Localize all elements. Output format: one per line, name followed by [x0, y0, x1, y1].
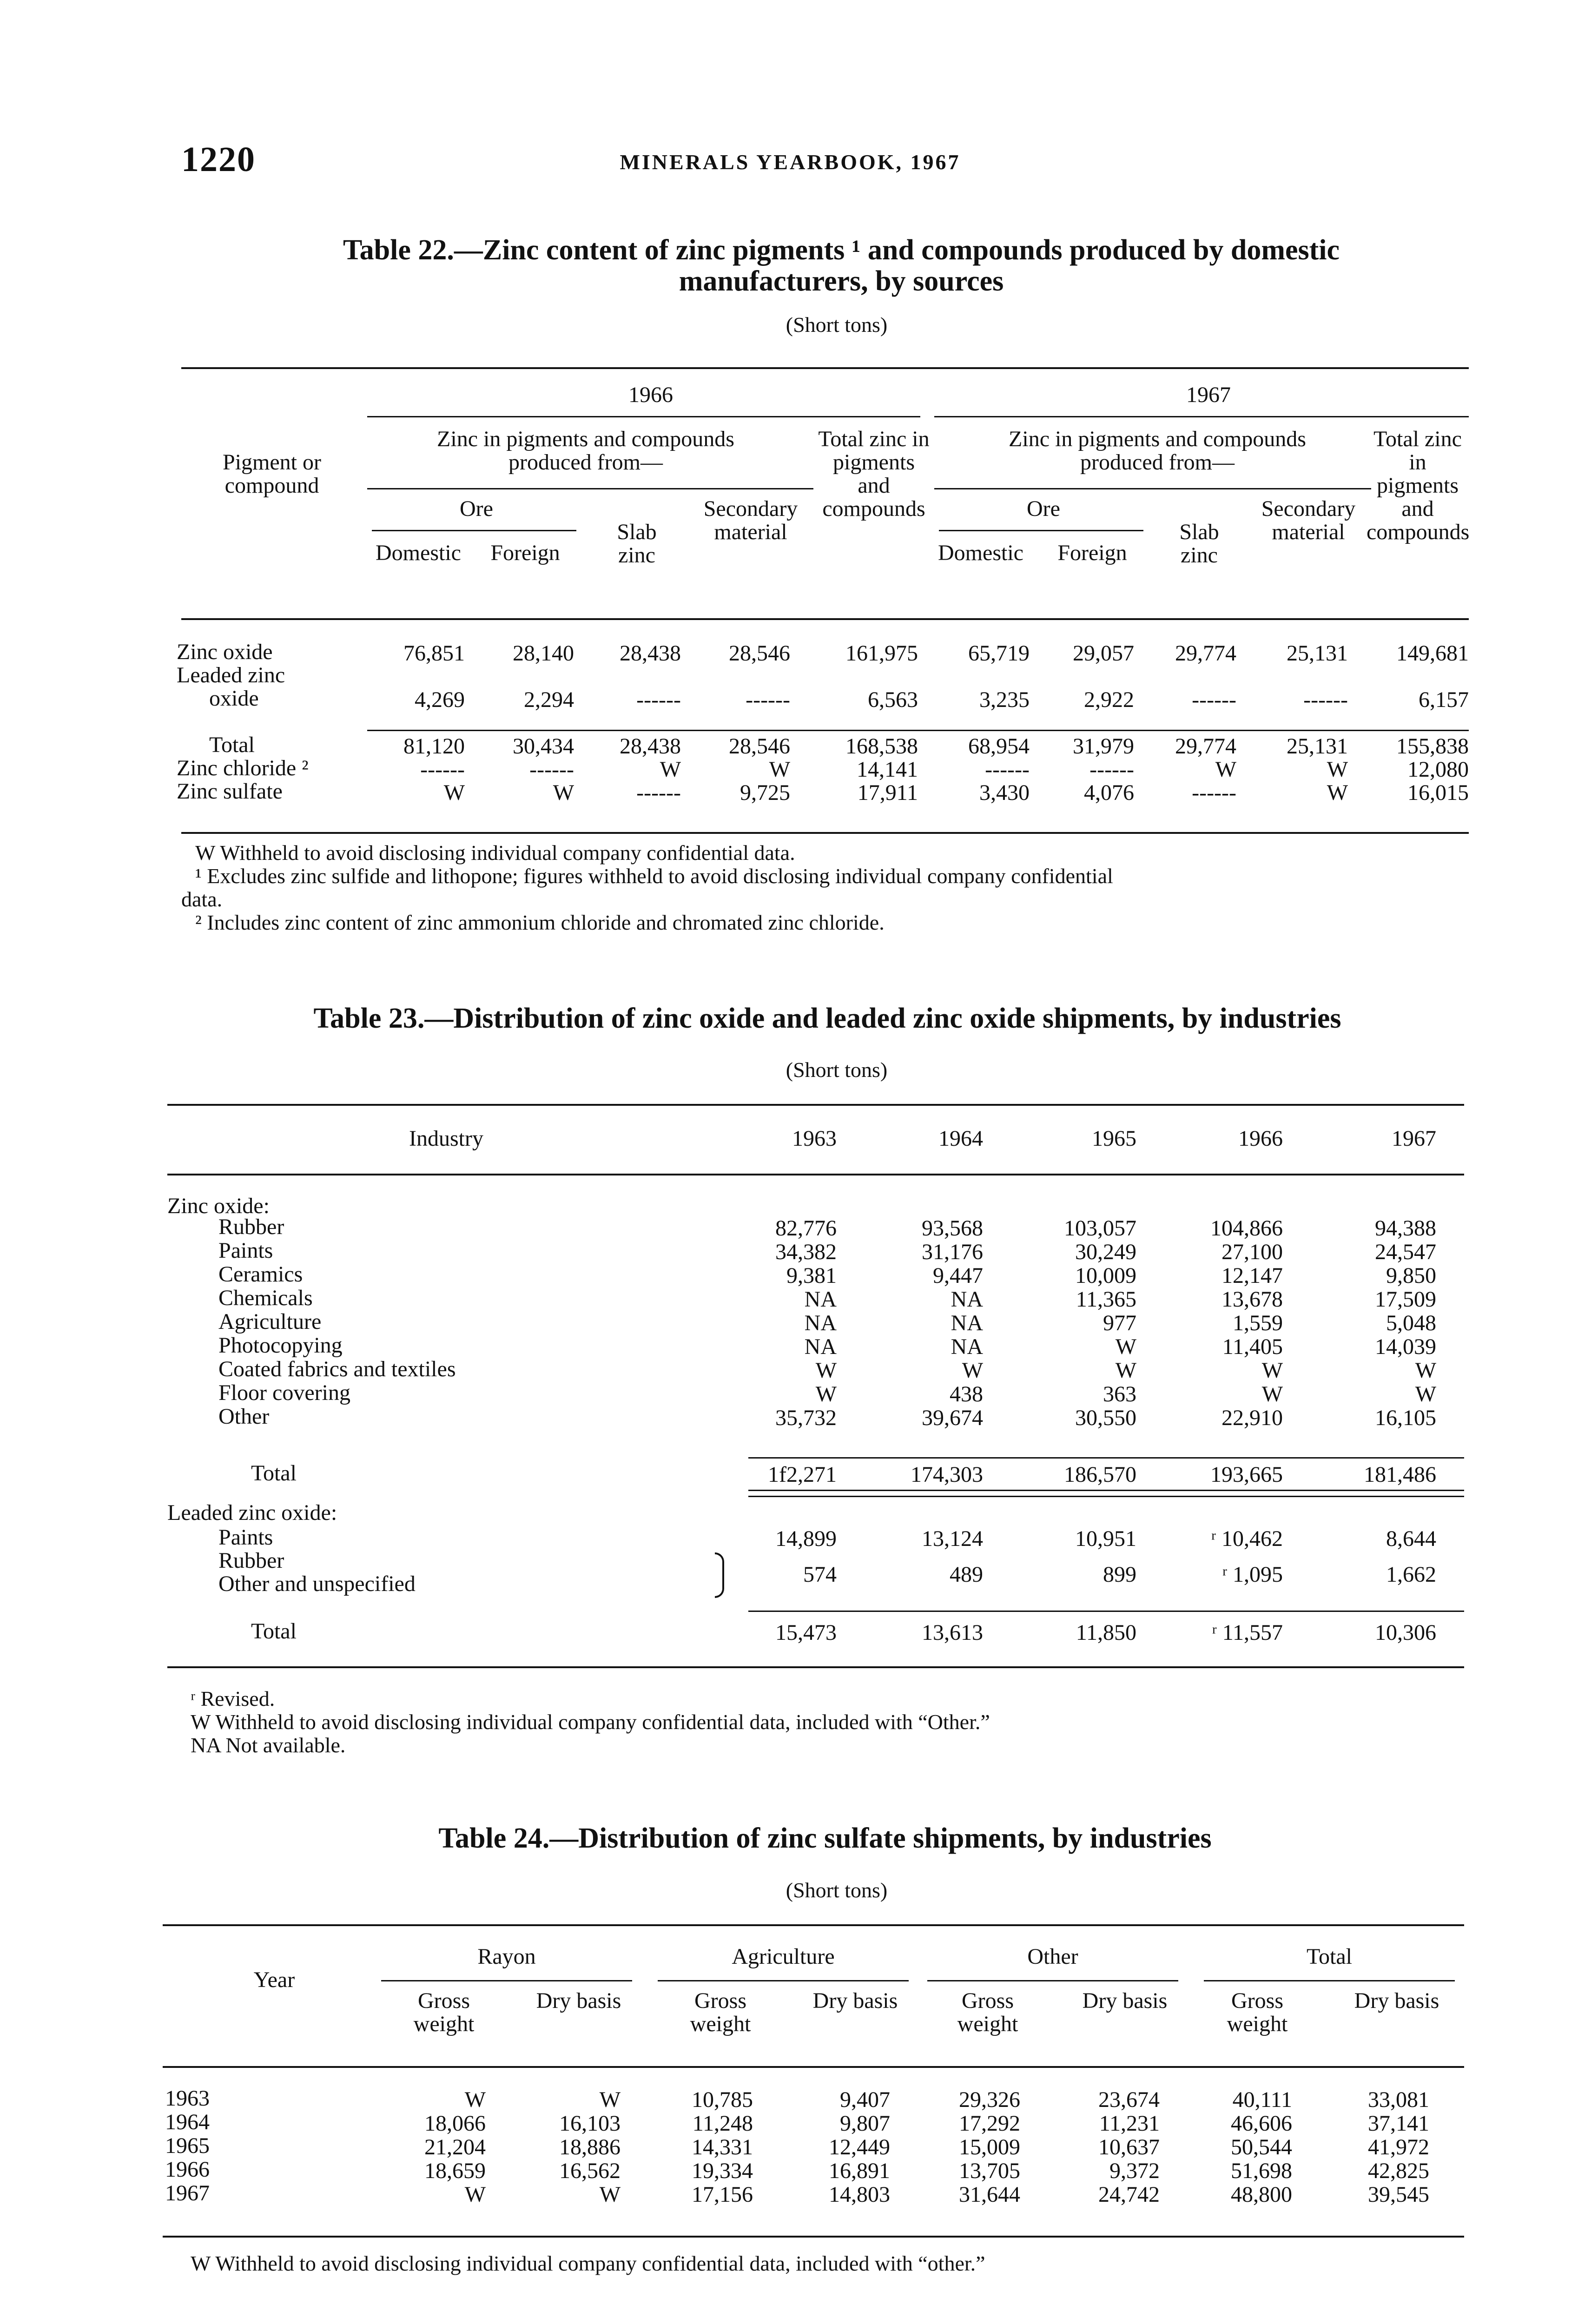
- table24-cell: 10,785: [692, 2087, 753, 2112]
- table22-subtotal-rule-1967: [934, 730, 1469, 731]
- table24-bottom-rule: [163, 2236, 1464, 2238]
- table24-cell: 13,705: [959, 2159, 1020, 2183]
- table23-zinc-cell: 31,176: [922, 1240, 983, 1264]
- table23-leaded-total-cell: ʳ 11,557: [1212, 1620, 1283, 1645]
- table23-leaded-paints-cell: ʳ 10,462: [1211, 1526, 1283, 1551]
- table23-zinc-cell: 13,678: [1221, 1287, 1283, 1312]
- table22-cell: 68,954: [968, 734, 1030, 759]
- table22-cell: 25,131: [1287, 734, 1348, 759]
- table22-cell: 30,434: [513, 734, 574, 759]
- table24-cell: 50,544: [1231, 2135, 1292, 2159]
- table23-zinc-row-label: Photocopying: [218, 1333, 343, 1358]
- table22-cell: 28,438: [620, 734, 681, 759]
- table22-cell: ------: [529, 757, 574, 782]
- table22-cell: ------: [1192, 687, 1236, 712]
- table22-cell: ------: [636, 780, 681, 805]
- table22-cell: 168,538: [845, 734, 918, 759]
- table24-cell: 18,066: [424, 2111, 486, 2136]
- table23-zinc-cell: 9,850: [1386, 1263, 1436, 1288]
- table23-zinc-cell: 9,381: [786, 1263, 837, 1288]
- table23-zinc-cell: NA: [951, 1287, 983, 1312]
- table23-zinc-cell: 12,147: [1221, 1263, 1283, 1288]
- table23-zinc-cell: 30,249: [1075, 1240, 1136, 1264]
- table23-zinc-cell: 363: [1103, 1382, 1136, 1406]
- table23-leaded-other-cell: 1,662: [1386, 1562, 1436, 1587]
- table24-units: (Short tons): [786, 1878, 888, 1902]
- table22-cell: 3,235: [979, 687, 1030, 712]
- table24-cell: 21,204: [424, 2135, 486, 2159]
- table24-cell: 17,156: [692, 2182, 753, 2207]
- table23-zinc-row-label: Floor covering: [218, 1380, 350, 1405]
- table23-leaded-paints-label: Paints: [218, 1525, 273, 1550]
- table23-zinc-cell: 39,674: [922, 1406, 983, 1430]
- table22-note-1: ¹ Excludes zinc sulfide and lithopone; figures withheld to avoid disclosing individual company confidential: [195, 864, 1113, 888]
- table24-cell: 9,407: [840, 2087, 890, 2112]
- table23-leaded-paints-cell: 14,899: [775, 1526, 837, 1551]
- table22-cell: W: [443, 780, 465, 805]
- table24-header-rule: [163, 2066, 1464, 2068]
- table22-cell: 29,774: [1175, 641, 1236, 666]
- table23-zinc-cell: 438: [950, 1382, 983, 1406]
- table22-cell: 3,430: [979, 780, 1030, 805]
- table22-1967-ore: Ore: [1027, 496, 1060, 521]
- table22-cell: 12,080: [1407, 757, 1469, 782]
- table23-year-header: 1966: [1238, 1126, 1283, 1151]
- table22-units: (Short tons): [786, 313, 888, 337]
- table23-brace: [715, 1552, 724, 1598]
- table23-zinc-cell: NA: [951, 1311, 983, 1335]
- table23-zinc-cell: 82,776: [775, 1216, 837, 1241]
- table23-zinc-row-label: Rubber: [218, 1215, 284, 1239]
- table23-year-header: 1964: [938, 1126, 983, 1151]
- table22-1967-slab: Slab zinc: [1179, 520, 1219, 568]
- table22-cell: W: [769, 757, 790, 782]
- table22-cell: 4,076: [1084, 780, 1134, 805]
- table23-zinc-cell: NA: [951, 1334, 983, 1359]
- table22-cell: 14,141: [857, 757, 918, 782]
- table22-cell: 29,774: [1175, 734, 1236, 759]
- table23-zinc-cell: 35,732: [775, 1406, 837, 1430]
- table24-cell: 16,103: [559, 2111, 621, 2136]
- table22-cell: ------: [1303, 687, 1348, 712]
- table22-1966-group-rule: [367, 488, 813, 489]
- table22-subtotal-rule-1966: [367, 730, 939, 731]
- table23-zinc-row-label: Other: [218, 1404, 270, 1429]
- table24-row-year: 1964: [165, 2110, 210, 2134]
- table24-dry-header: Dry basis: [536, 1988, 621, 2013]
- table23-top-rule: [167, 1104, 1464, 1106]
- table23-zinc-cell: W: [1415, 1358, 1436, 1383]
- table22-cell: 65,719: [968, 641, 1030, 666]
- table23-leaded-paints-cell: 8,644: [1386, 1526, 1436, 1551]
- table22-1967-rule: [934, 416, 1469, 417]
- table23-section-zinc-oxide: Zinc oxide:: [167, 1194, 270, 1218]
- table22-1966-ore: Ore: [460, 496, 493, 521]
- table23-leaded-total-cell: 15,473: [775, 1620, 837, 1645]
- table22-row-label: Zinc oxide: [177, 640, 273, 664]
- table23-zinc-cell: 16,105: [1375, 1406, 1436, 1430]
- table23-zinc-cell: W: [815, 1382, 837, 1406]
- table22-cell: W: [1327, 757, 1348, 782]
- table23-zinc-total-cell: 174,303: [911, 1462, 983, 1487]
- table22-cell: ------: [636, 687, 681, 712]
- table23-zinc-cell: W: [1115, 1334, 1136, 1359]
- table23-zinc-sum-rule: [748, 1457, 1464, 1459]
- table22-1966-secondary: Secondary material: [703, 496, 798, 544]
- table23-zinc-cell: 5,048: [1386, 1311, 1436, 1335]
- table24-cell: 11,231: [1099, 2111, 1160, 2136]
- table22-1966-domestic: Domestic: [376, 541, 461, 565]
- table23-leaded-other-cell: ʳ 1,095: [1222, 1562, 1283, 1587]
- table22-note-w: W Withheld to avoid disclosing individual company confidential data.: [195, 841, 795, 865]
- table22-cell: 2,922: [1084, 687, 1134, 712]
- table22-1966-rule: [367, 416, 920, 417]
- table23-zinc-total-cell: 186,570: [1064, 1462, 1136, 1487]
- table23-header-rule: [167, 1174, 1464, 1175]
- table24-cell: 19,334: [692, 2159, 753, 2183]
- table23-zinc-total-cell: 193,665: [1210, 1462, 1283, 1487]
- table23-note-revised: ʳ Revised.: [191, 1687, 275, 1710]
- table24-group-header: Rayon: [477, 1944, 536, 1969]
- table22-top-rule: [181, 367, 1469, 369]
- table23-zinc-cell: W: [1261, 1358, 1283, 1383]
- table24-cell: 42,825: [1368, 2159, 1429, 2183]
- table24-cell: 18,659: [424, 2159, 486, 2183]
- table22-cell: 6,157: [1419, 687, 1469, 712]
- table23-zinc-row-label: Chemicals: [218, 1286, 313, 1310]
- table23-note-na: NA Not available.: [191, 1733, 346, 1757]
- table23-leaded-rubber-label: Rubber: [218, 1548, 284, 1573]
- table23-leaded-paints-cell: 13,124: [922, 1526, 983, 1551]
- table22-cell: 4,269: [415, 687, 465, 712]
- table22-year-1967: 1967: [1186, 383, 1231, 407]
- table23-zinc-cell: NA: [804, 1334, 837, 1359]
- table24-group-rule: [658, 1980, 909, 1981]
- table23-zinc-cell: W: [1115, 1358, 1136, 1383]
- table23-leaded-other-cell: 574: [803, 1562, 837, 1587]
- table23-leaded-sum-rule: [748, 1611, 1464, 1612]
- table23-leaded-total-cell: 13,613: [922, 1620, 983, 1645]
- table22-cell: 31,979: [1073, 734, 1134, 759]
- table23-zinc-cell: 9,447: [933, 1263, 983, 1288]
- table22-cell: 76,851: [403, 641, 465, 666]
- table24-group-header: Agriculture: [732, 1944, 835, 1969]
- table22-1967-ore-rule: [939, 530, 1143, 531]
- table22-note-2: ² Includes zinc content of zinc ammonium chloride and chromated zinc chloride.: [195, 911, 885, 934]
- table24-cell: 41,972: [1368, 2135, 1429, 2159]
- table22-header-rule: [181, 618, 1469, 620]
- table23-year-header: 1967: [1392, 1126, 1436, 1151]
- table23-zinc-total-label: Total: [251, 1461, 297, 1486]
- table22-1966-group-label: Zinc in pigments and compounds produced from—: [437, 427, 734, 475]
- table22-cell: ------: [1089, 757, 1134, 782]
- table23-leaded-total-cell: 10,306: [1375, 1620, 1436, 1645]
- table22-cell: 28,546: [729, 641, 790, 666]
- table24-cell: 10,637: [1098, 2135, 1160, 2159]
- table23-zinc-cell: W: [1415, 1382, 1436, 1406]
- table23-zinc-cell: W: [1261, 1382, 1283, 1406]
- table23-bottom-rule: [167, 1666, 1464, 1668]
- table23-col-industry: Industry: [409, 1126, 483, 1151]
- table24-cell: W: [464, 2182, 486, 2207]
- table23-units: (Short tons): [786, 1058, 888, 1082]
- table22-col-pigment: Pigment or compound: [223, 450, 321, 498]
- table24-note-w: W Withheld to avoid disclosing individual company confidential data, included with “other.”: [191, 2251, 985, 2275]
- table23-zinc-cell: 30,550: [1075, 1406, 1136, 1430]
- table23-zinc-cell: 11,405: [1222, 1334, 1283, 1359]
- table22-cell: 2,294: [524, 687, 574, 712]
- table24-cell: 29,326: [959, 2087, 1020, 2112]
- table24-row-year: 1965: [165, 2133, 210, 2158]
- table23-year-header: 1963: [792, 1126, 837, 1151]
- table23-section-leaded: Leaded zinc oxide:: [167, 1500, 337, 1525]
- table22-1966-foreign: Foreign: [490, 541, 560, 565]
- table24-cell: W: [599, 2087, 621, 2112]
- table23-zinc-cell: 17,509: [1375, 1287, 1436, 1312]
- table23-zinc-cell: 27,100: [1221, 1240, 1283, 1264]
- table23-zinc-total-cell: 181,486: [1364, 1462, 1436, 1487]
- table22-cell: 17,911: [857, 780, 918, 805]
- table23-zinc-cell: NA: [804, 1311, 837, 1335]
- table22-1967-total: Total zinc in pigments and compounds: [1367, 427, 1470, 544]
- table24-group-header: Total: [1307, 1944, 1352, 1969]
- page-number: 1220: [181, 140, 256, 179]
- table22-cell: ------: [746, 687, 790, 712]
- table24-cell: 16,562: [559, 2159, 621, 2183]
- table24-group-rule: [381, 1980, 632, 1981]
- table22-cell: W: [660, 757, 681, 782]
- table24-cell: 14,803: [829, 2182, 890, 2207]
- table24-cell: 9,807: [840, 2111, 890, 2136]
- table22-cell: 16,015: [1407, 780, 1469, 805]
- table24-cell: 16,891: [829, 2159, 890, 2183]
- table23-zinc-cell: 977: [1103, 1311, 1136, 1335]
- table22-cell: 29,057: [1073, 641, 1134, 666]
- table24-group-rule: [927, 1980, 1178, 1981]
- table22-cell: ------: [1192, 780, 1236, 805]
- table22-1967-domestic: Domestic: [938, 541, 1023, 565]
- table22-cell: 28,546: [729, 734, 790, 759]
- table22-cell: ------: [420, 757, 465, 782]
- table23-year-header: 1965: [1092, 1126, 1136, 1151]
- table22-note-1-cont: data.: [181, 887, 223, 911]
- table22-1967-group-label: Zinc in pigments and compounds produced from—: [1009, 427, 1306, 475]
- table22-cell: 25,131: [1287, 641, 1348, 666]
- table22-1966-ore-rule: [372, 530, 576, 531]
- table22-1967-foreign: Foreign: [1057, 541, 1127, 565]
- table24-row-year: 1966: [165, 2157, 210, 2182]
- table23-zinc-cell: 14,039: [1375, 1334, 1436, 1359]
- table22-cell: 9,725: [740, 780, 790, 805]
- table22-cell: 28,140: [513, 641, 574, 666]
- table22-1966-slab: Slab zinc: [617, 520, 657, 568]
- table22-1967-secondary: Secondary material: [1261, 496, 1356, 544]
- table23-leaded-paints-cell: 10,951: [1075, 1526, 1136, 1551]
- table24-cell: 48,800: [1231, 2182, 1292, 2207]
- table24-row-year: 1963: [165, 2086, 210, 2111]
- table23-zinc-cell: NA: [804, 1287, 837, 1312]
- table23-title: Table 23.—Distribution of zinc oxide and leaded zinc oxide shipments, by industries: [313, 1003, 1341, 1034]
- table24-cell: 39,545: [1368, 2182, 1429, 2207]
- table22-cell: 161,975: [845, 641, 918, 666]
- table22-title-line1: Table 22.—Zinc content of zinc pigments ¹ and compounds produced by domestic: [343, 234, 1340, 266]
- table23-zinc-cell: 22,910: [1221, 1406, 1283, 1430]
- table24-cell: 33,081: [1368, 2087, 1429, 2112]
- table23-note-w: W Withheld to avoid disclosing individual company confidential data, included with “Other.”: [191, 1710, 990, 1734]
- table22-cell: 81,120: [403, 734, 465, 759]
- table24-cell: 23,674: [1098, 2087, 1160, 2112]
- table23-zinc-cell: 24,547: [1375, 1240, 1436, 1264]
- table23-zinc-cell: W: [815, 1358, 837, 1383]
- table24-cell: 40,111: [1232, 2087, 1292, 2112]
- table23-leaded-total-cell: 11,850: [1076, 1620, 1136, 1645]
- table24-dry-header: Dry basis: [812, 1988, 898, 2013]
- table24-group-header: Other: [1027, 1944, 1078, 1969]
- table23-zinc-cell: 1,559: [1233, 1311, 1283, 1335]
- table24-cell: 11,248: [692, 2111, 753, 2136]
- table22-bottom-rule: [181, 832, 1469, 834]
- table24-cell: 24,742: [1098, 2182, 1160, 2207]
- table22-title-line2: manufacturers, by sources: [679, 265, 1004, 297]
- table24-cell: 51,698: [1231, 2159, 1292, 2183]
- table23-zinc-cell: 103,057: [1064, 1216, 1136, 1241]
- table22-cell: W: [1215, 757, 1236, 782]
- table23-zinc-double-rule: [748, 1490, 1464, 1497]
- table22-cell: W: [1327, 780, 1348, 805]
- table24-top-rule: [163, 1924, 1464, 1926]
- table23-zinc-row-label: Coated fabrics and textiles: [218, 1357, 456, 1381]
- table23-zinc-cell: 94,388: [1375, 1216, 1436, 1241]
- table22-cell: 6,563: [868, 687, 918, 712]
- table22-row-label: Leaded zinc: [177, 663, 285, 687]
- table23-zinc-cell: 10,009: [1075, 1263, 1136, 1288]
- table24-dry-header: Dry basis: [1082, 1988, 1168, 2013]
- table22-row-label: Total: [209, 733, 255, 757]
- table24-row-year: 1967: [165, 2181, 210, 2205]
- table24-cell: 9,372: [1109, 2159, 1160, 2183]
- table24-cell: W: [599, 2182, 621, 2207]
- table23-zinc-row-label: Ceramics: [218, 1262, 303, 1287]
- table24-gross-header: Gross weight: [690, 1988, 751, 2036]
- table22-row-label: Zinc chloride ²: [177, 756, 309, 780]
- table22-cell: 28,438: [620, 641, 681, 666]
- table24-cell: 15,009: [959, 2135, 1020, 2159]
- table22-cell: 149,681: [1396, 641, 1469, 666]
- table24-cell: 46,606: [1231, 2111, 1292, 2136]
- running-title: MINERALS YEARBOOK, 1967: [620, 150, 961, 174]
- table23-leaded-other-cell: 489: [950, 1562, 983, 1587]
- table24-cell: 14,331: [692, 2135, 753, 2159]
- table22-year-1966: 1966: [628, 383, 673, 407]
- table24-cell: 31,644: [959, 2182, 1020, 2207]
- table23-zinc-cell: 34,382: [775, 1240, 837, 1264]
- table24-gross-header: Gross weight: [413, 1988, 475, 2036]
- table23-zinc-cell: 104,866: [1210, 1216, 1283, 1241]
- table23-leaded-other-cell: 899: [1103, 1562, 1136, 1587]
- table22-row-label: oxide: [209, 686, 259, 711]
- table22-cell: 155,838: [1396, 734, 1469, 759]
- table23-zinc-total-cell: 1f2,271: [768, 1462, 837, 1487]
- table23-zinc-cell: 11,365: [1076, 1287, 1136, 1312]
- table24-gross-header: Gross weight: [1227, 1988, 1288, 2036]
- table23-leaded-other-label: Other and unspecified: [218, 1571, 416, 1596]
- table24-title: Table 24.—Distribution of zinc sulfate shipments, by industries: [438, 1822, 1212, 1854]
- table23-leaded-total-label: Total: [251, 1619, 297, 1644]
- table24-cell: 17,292: [959, 2111, 1020, 2136]
- table24-group-rule: [1204, 1980, 1455, 1981]
- table22-1966-total: Total zinc in pigments and compounds: [818, 427, 930, 521]
- table24-gross-header: Gross weight: [957, 1988, 1018, 2036]
- table23-zinc-row-label: Agriculture: [218, 1309, 322, 1334]
- table22-1967-group-rule: [934, 488, 1371, 489]
- table22-row-label: Zinc sulfate: [177, 779, 283, 804]
- table24-dry-header: Dry basis: [1354, 1988, 1439, 2013]
- table24-cell: 37,141: [1368, 2111, 1429, 2136]
- table24-cell: 18,886: [559, 2135, 621, 2159]
- table24-col-year: Year: [253, 1967, 295, 1992]
- table22-cell: W: [553, 780, 574, 805]
- table23-zinc-row-label: Paints: [218, 1238, 273, 1263]
- table23-zinc-cell: W: [962, 1358, 983, 1383]
- table23-zinc-cell: 93,568: [922, 1216, 983, 1241]
- table24-cell: W: [464, 2087, 486, 2112]
- table22-cell: ------: [985, 757, 1030, 782]
- table24-cell: 12,449: [829, 2135, 890, 2159]
